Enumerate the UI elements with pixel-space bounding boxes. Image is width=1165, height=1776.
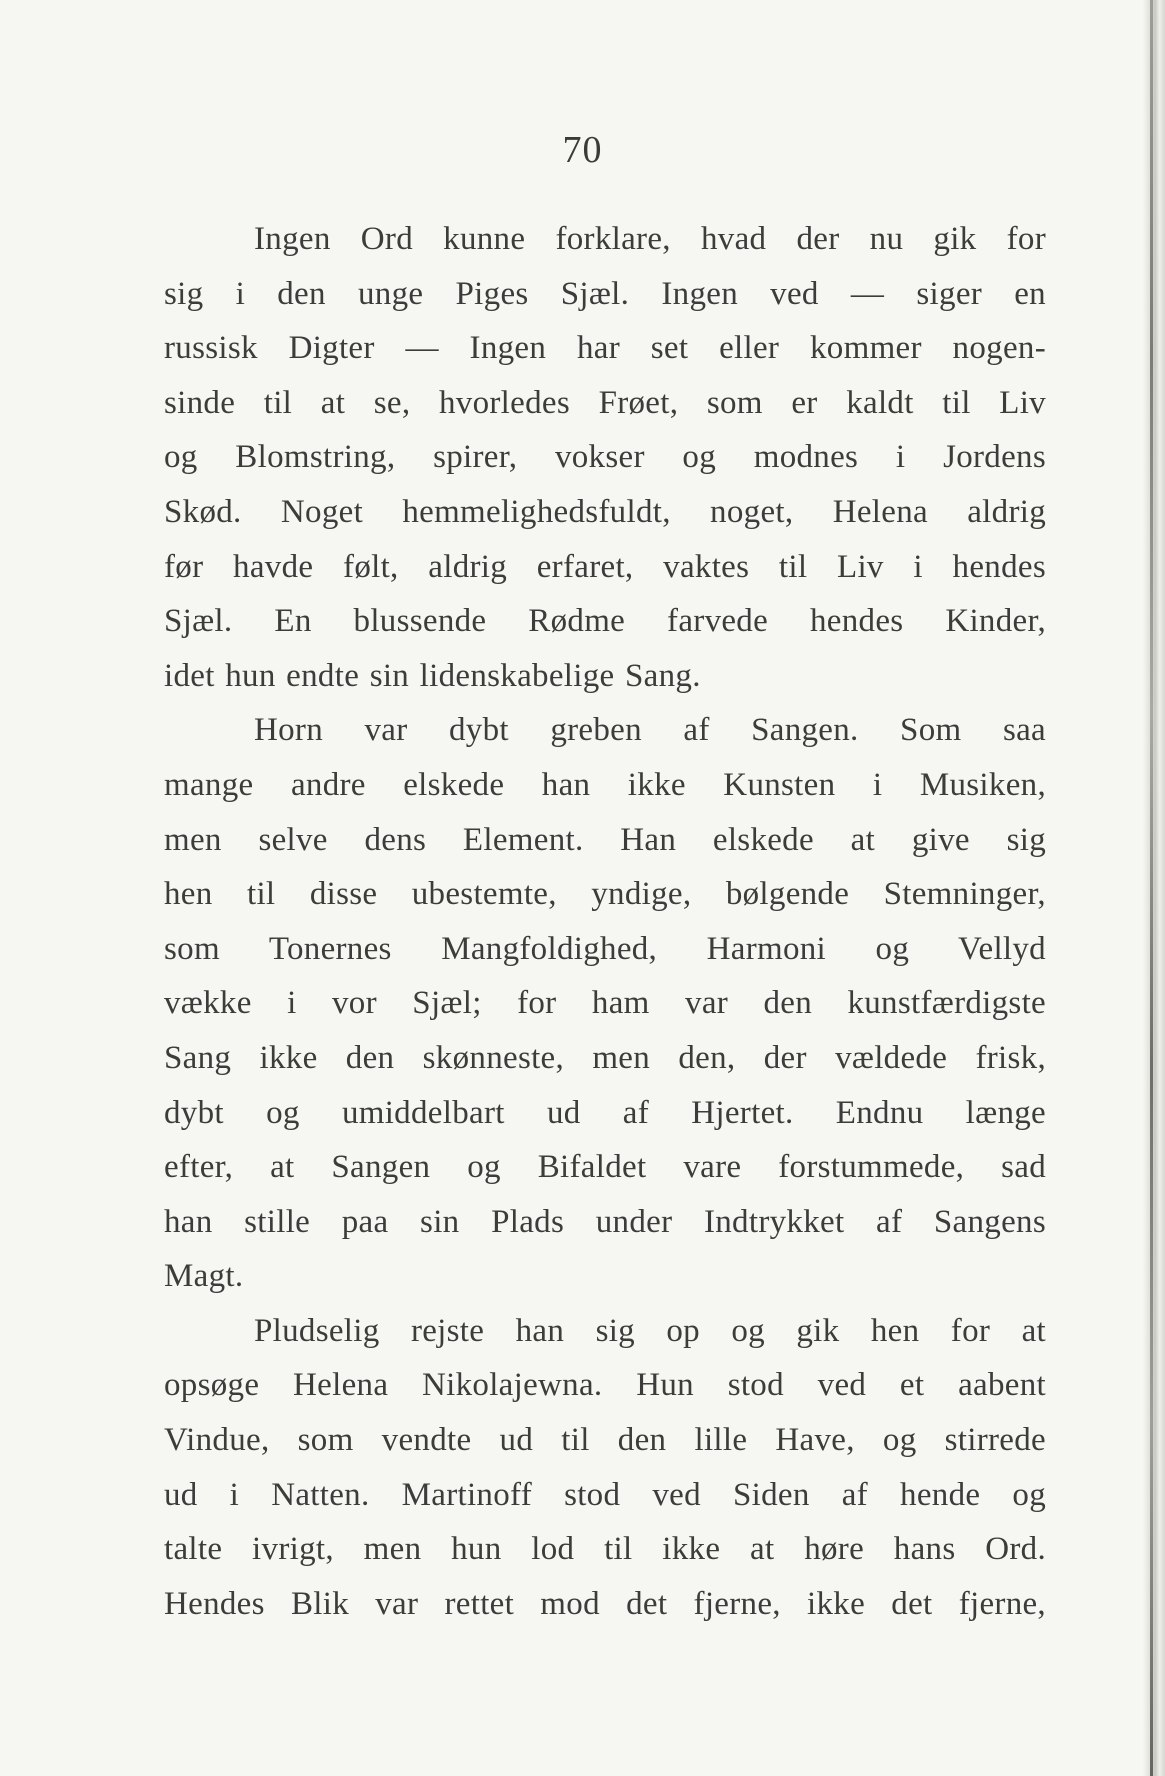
- text-line: opsøge Helena Nikolajewna. Hun stod ved et aabent: [164, 1367, 1046, 1404]
- text-line: talte ivrigt, men hun lod til ikke at høre hans Ord.: [164, 1531, 1046, 1568]
- text-line: sig i den unge Piges Sjæl. Ingen ved — siger en: [164, 275, 1046, 312]
- body-text: [164, 212, 1046, 1631]
- text-line: mange andre elskede han ikke Kunsten i Musiken,: [164, 766, 1046, 803]
- text-line: Vindue, som vendte ud til den lille Have, og stirrede: [164, 1422, 1046, 1459]
- text-line: sinde til at se, hvorledes Frøet, som er kaldt til Liv: [164, 384, 1046, 421]
- page-number: 70: [562, 129, 603, 171]
- text-line: idet hun endte sin lidenskabelige Sang.: [164, 657, 701, 694]
- text-line: russisk Digter — Ingen har set eller kommer nogen-: [164, 330, 1046, 367]
- text-line: Skød. Noget hemmelighedsfuldt, noget, Helena aldrig: [164, 493, 1046, 530]
- text-line: Hendes Blik var rettet mod det fjerne, ikke det fjerne,: [164, 1585, 1046, 1622]
- page-binding-shadow: [1150, 0, 1153, 1776]
- text-line: ud i Natten. Martinoff stod ved Siden af hende og: [164, 1476, 1046, 1513]
- text-line: dybt og umiddelbart ud af Hjertet. Endnu længe: [164, 1094, 1046, 1131]
- text-line: før havde følt, aldrig erfaret, vaktes til Liv i hendes: [164, 548, 1046, 585]
- text-line: Ingen Ord kunne forklare, hvad der nu gik for: [254, 221, 1046, 257]
- text-line: Sang ikke den skønneste, men den, der vældede frisk,: [164, 1039, 1046, 1076]
- text-line: som Tonernes Mangfoldighed, Harmoni og Vellyd: [164, 930, 1046, 967]
- text-line: og Blomstring, spirer, vokser og modnes i Jordens: [164, 439, 1046, 476]
- text-line: Sjæl. En blussende Rødme farvede hendes Kinder,: [164, 603, 1046, 640]
- text-line: efter, at Sangen og Bifaldet vare forstummede, sad: [164, 1149, 1046, 1186]
- page-binding-edge: [1143, 0, 1165, 1776]
- text-line: vække i vor Sjæl; for ham var den kunstfærdigste: [164, 985, 1046, 1022]
- text-line: Magt.: [164, 1258, 244, 1295]
- text-line: han stille paa sin Plads under Indtrykket af Sangens: [164, 1203, 1046, 1240]
- text-line: Pludselig rejste han sig op og gik hen for at: [254, 1312, 1046, 1349]
- text-line: hen til disse ubestemte, yndige, bølgende Stemninger,: [164, 876, 1046, 913]
- text-line: Horn var dybt greben af Sangen. Som saa: [254, 712, 1046, 749]
- text-line: men selve dens Element. Han elskede at give sig: [164, 821, 1046, 858]
